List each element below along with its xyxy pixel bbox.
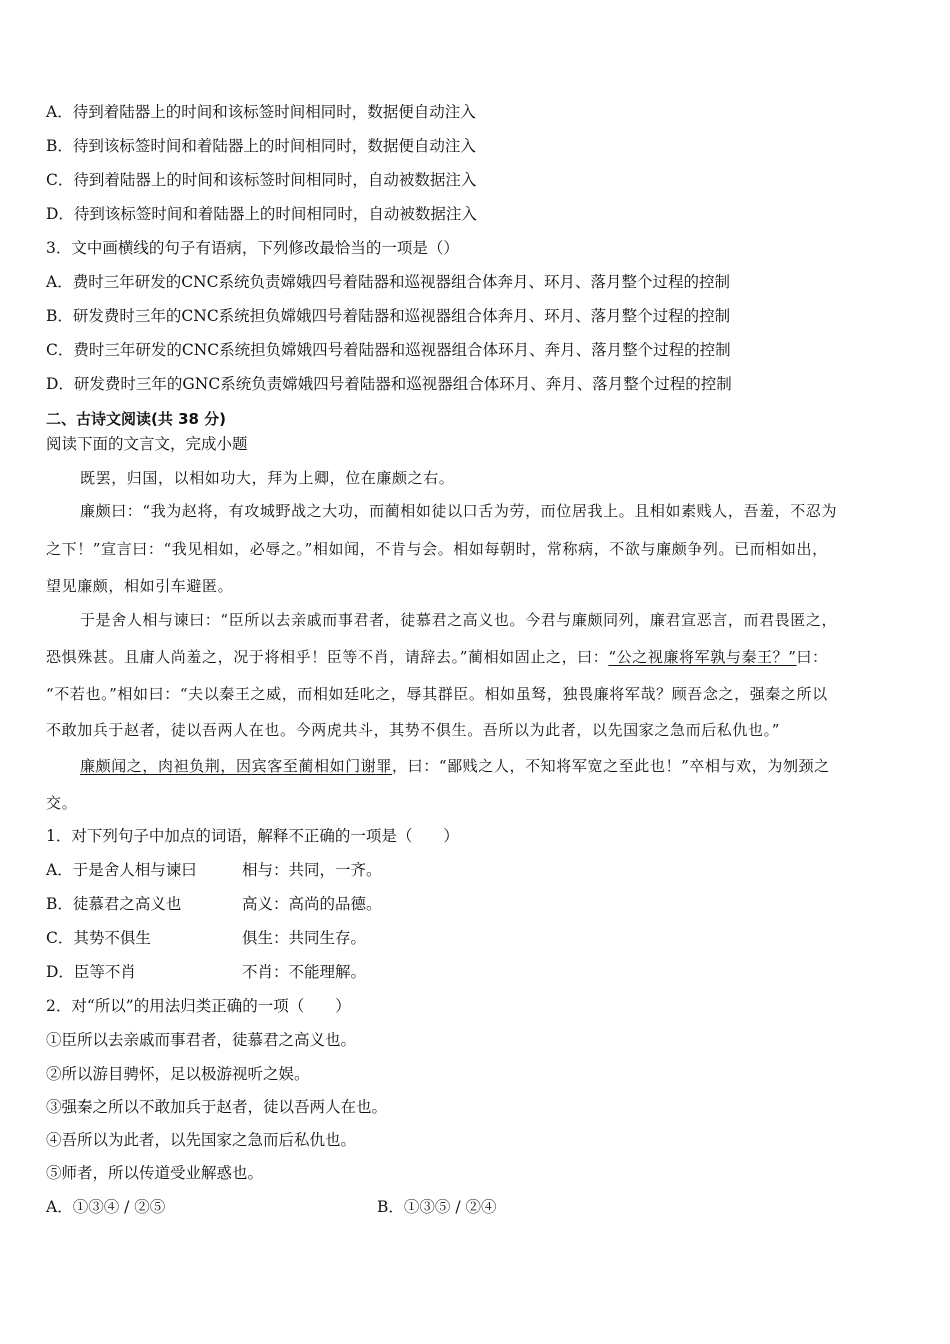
q2b-item-1: ①臣所以去亲戚而事君者，徒慕君之高义也。 xyxy=(46,1031,357,1049)
q1-stem: 1．对下列句子中加点的词语，解释不正确的一项是（ ） xyxy=(46,827,459,845)
q2b-stem: 2．对“所以”的用法归类正确的一项（ ） xyxy=(46,997,351,1015)
q1-option-d-gloss: 不肖：不能理解。 xyxy=(242,963,367,981)
q2b-item-4: ④吾所以为此者，以先国家之急而后私仇也。 xyxy=(46,1131,357,1149)
q3-option-d: D．研发费时三年的GNC系统负责嫦娥四号着陆器和巡视器组合体环月、奔月、落月整个过程的控制 xyxy=(46,375,732,393)
underlined-sentence-2: 廉颇闻之，肉袒负荆，因宾客至蔺相如门谢罪 xyxy=(80,757,393,775)
q3-option-c: C．费时三年研发的CNC系统担负嫦娥四号着陆器和巡视器组合体环月、奔月、落月整个过程的控制 xyxy=(46,341,731,359)
passage-p4-line-2: 交。 xyxy=(46,794,78,812)
q2b-item-3: ③强秦之所以不敢加兵于赵者，徒以吾两人在也。 xyxy=(46,1098,388,1116)
passage-p3-line-2 xyxy=(46,647,828,667)
q1-option-b-gloss: 高义：高尚的品德。 xyxy=(242,895,382,913)
passage-p3-line-2-tail: 曰： xyxy=(796,648,828,666)
q2b-item-2: ②所以游目骋怀，足以极游视听之娱。 xyxy=(46,1065,310,1083)
q2b-option-a: A．①③④ / ②⑤ xyxy=(46,1198,166,1216)
q2-option-a: A．待到着陆器上的时间和该标签时间相同时，数据便自动注入 xyxy=(46,103,476,121)
q2-option-b: B．待到该标签时间和着陆器上的时间相同时，数据便自动注入 xyxy=(46,137,476,155)
passage-p4-line-1 xyxy=(80,756,830,776)
q1-option-a: A．于是舍人相与谏曰 xyxy=(46,861,197,879)
q2-option-d: D．待到该标签时间和着陆器上的时间相同时，自动被数据注入 xyxy=(46,205,477,223)
passage-p2-line-1: 廉颇曰：“我为赵将，有攻城野战之大功，而蔺相如徒以口舌为劳，而位居我上。且相如素贱人，吾羞，不忍为 xyxy=(80,502,838,520)
passage-p2-line-3: 望见廉颇，相如引车避匿。 xyxy=(46,577,234,595)
q2b-option-b: B．①③⑤ / ②④ xyxy=(377,1198,497,1216)
section-intro: 阅读下面的文言文，完成小题 xyxy=(46,435,248,453)
q1-option-c-gloss: 俱生：共同生存。 xyxy=(242,929,367,947)
q1-option-b: B．徒慕君之高义也 xyxy=(46,895,182,913)
passage-p3-line-3: “不若也。”相如曰：“夫以秦王之威，而相如廷叱之，辱其群臣。相如虽驽，独畏廉将军哉？顾吾念之，强秦之所以 xyxy=(46,685,828,703)
q1-option-d: D．臣等不肖 xyxy=(46,963,136,981)
passage-paragraph-1: 既罢，归国，以相如功大，拜为上卿，位在廉颇之右。 xyxy=(80,469,455,487)
q3-option-a: A．费时三年研发的CNC系统负责嫦娥四号着陆器和巡视器组合体奔月、环月、落月整个过程的控制 xyxy=(46,273,730,291)
passage-p3-line-1: 于是舍人相与谏曰：“臣所以去亲戚而事君者，徒慕君之高义也。今君与廉颇同列，廉君宣恶言，而君畏匿之， xyxy=(80,611,838,629)
q2b-item-5: ⑤师者，所以传道受业解惑也。 xyxy=(46,1164,264,1182)
passage-p3-line-4: 不敢加兵于赵者，徒以吾两人在也。今两虎共斗，其势不俱生。吾所以为此者，以先国家之急而后私仇也。” xyxy=(46,721,780,739)
q3-option-b: B．研发费时三年的CNC系统担负嫦娥四号着陆器和巡视器组合体奔月、环月、落月整个过程的控制 xyxy=(46,307,731,325)
passage-p4-line-1-tail: ，曰：“鄙贱之人，不知将军宽之至此也！”卒相与欢，为刎颈之 xyxy=(392,757,830,775)
q2-option-c: C．待到着陆器上的时间和该标签时间相同时，自动被数据注入 xyxy=(46,171,477,189)
passage-p3-line-2-text: 恐惧殊甚。且庸人尚羞之，况于将相乎！臣等不肖，请辞去。”蔺相如固止之，曰： xyxy=(46,648,609,666)
passage-p2-line-2: 之下！”宣言曰：“我见相如，必辱之。”相如闻，不肯与会。相如每朝时，常称病，不欲与廉颇争列。已而相如出， xyxy=(46,540,828,558)
q1-option-c: C．其势不俱生 xyxy=(46,929,151,947)
q3-stem: 3．文中画横线的句子有语病，下列修改最恰当的一项是（） xyxy=(46,239,459,257)
underlined-sentence-1: “公之视廉将军孰与秦王？” xyxy=(608,648,797,666)
q1-option-a-gloss: 相与：共同，一齐。 xyxy=(242,861,382,879)
section-heading: 二、古诗文阅读(共 38 分) xyxy=(46,410,227,428)
